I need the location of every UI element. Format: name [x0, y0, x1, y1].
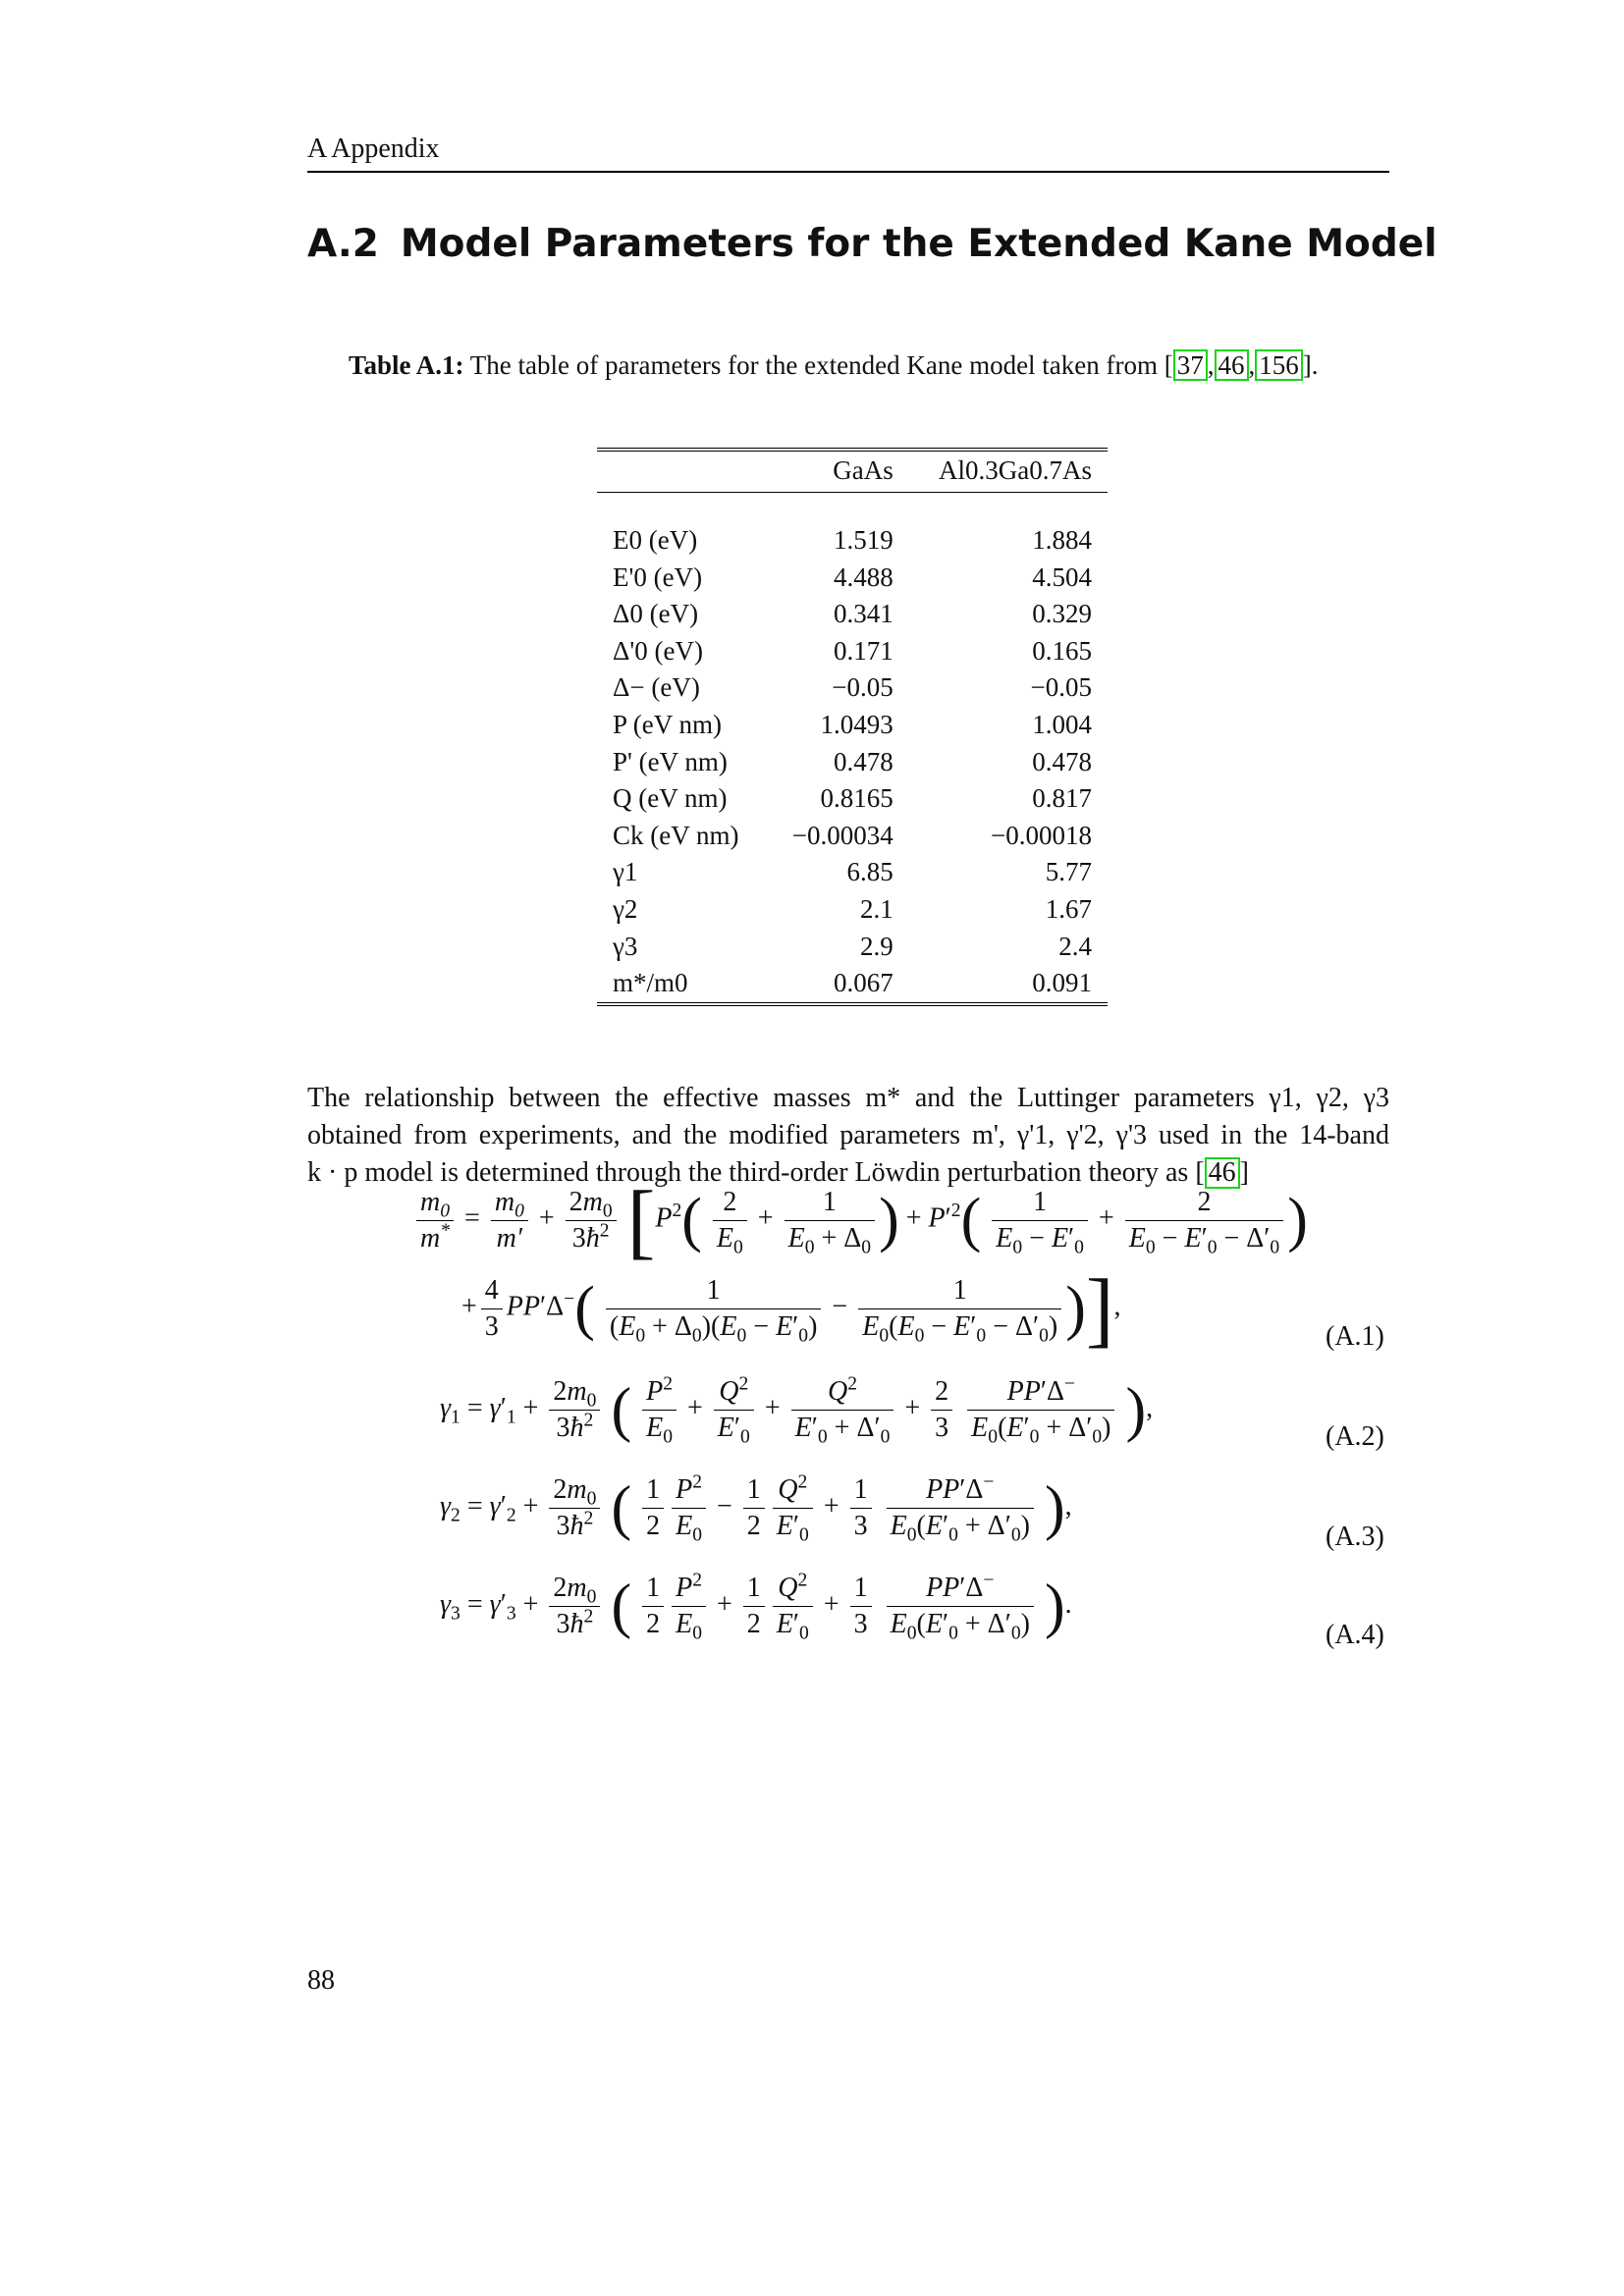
- table-row: [597, 929, 1108, 966]
- value-cell: 1.67: [1045, 893, 1092, 924]
- table-row: [597, 744, 1108, 781]
- caption-open-bracket: [: [1164, 350, 1173, 380]
- equation-number: (A.2): [1326, 1421, 1384, 1452]
- parameter-name-cell: P (eV nm): [613, 709, 722, 739]
- table-row: [597, 891, 1108, 929]
- paragraph-line: The relationship between the effective masses m* and the Luttinger parameters γ1, γ2, γ3: [307, 1083, 1389, 1113]
- parameter-name-cell: γ1: [613, 857, 638, 887]
- table-row: [597, 596, 1108, 633]
- running-head: A Appendix: [307, 133, 1389, 173]
- value-cell: 0.067: [834, 968, 893, 998]
- table-row: [597, 965, 1108, 1004]
- caption-text: The table of parameters for the extended Kane model taken from: [463, 350, 1164, 380]
- citation-link[interactable]: 37: [1173, 349, 1208, 381]
- value-cell: 0.171: [834, 635, 893, 666]
- equation-number: (A.1): [1326, 1321, 1384, 1352]
- value-cell: 1.884: [1032, 525, 1092, 555]
- section-title-text: Model Parameters for the Extended Kane Model: [400, 222, 1437, 266]
- citation-link[interactable]: 46: [1205, 1157, 1240, 1189]
- table-body: [597, 493, 1108, 1004]
- value-cell: 4.488: [834, 561, 893, 592]
- value-cell: 0.341: [834, 599, 893, 629]
- column-header: Al0.3Ga0.7As: [909, 450, 1108, 493]
- value-cell: 2.9: [860, 931, 893, 961]
- table-header-row: [597, 450, 1108, 493]
- section-number: A.2: [307, 222, 379, 266]
- parameter-name-cell: Δ'0 (eV): [613, 635, 703, 666]
- caption-close: ].: [1302, 350, 1319, 380]
- equation-a4: $\gamma_3 = \gamma'_3$ + $\frac{2m_0}{3ħ^2}$ ( $\frac{1}{2}$ $\frac{P^2}{E_0}$ + $\frac{1}{2}$ $\frac{Q^2}{E'_0}$ + $\frac{1}{3}$ $\frac{PP'\Delta^-}{E_0(E'_0 + \Delta'_0)}$ ).: [440, 1570, 1072, 1644]
- table-row: [597, 669, 1108, 707]
- value-cell: 0.478: [1032, 746, 1092, 776]
- table-row: [597, 560, 1108, 597]
- paragraph-line: k · p model is determined through the third-order Löwdin perturbation theory as [ 46 ]: [307, 1157, 1249, 1188]
- parameter-name-cell: P' (eV nm): [613, 746, 728, 776]
- value-cell: 1.004: [1032, 709, 1092, 739]
- caption-label: Table A.1:: [349, 350, 464, 380]
- equation-a1-line1: $\frac{m_0}{m^*}$ = $\frac{m_0}{m'}$ + $\frac{2m_0}{3ħ^2}$ [$P^2$( $\frac{2}{E_0}$ + $\frac{1}{E_0 + \Delta_0}$ ) + $P'^2$( $\frac{1}{E_0 - E'_0}$ + $\frac{2}{E_0 - E'_0 - \Delta'_0}$ ): [412, 1178, 1308, 1262]
- parameter-name-cell: E0 (eV): [613, 525, 698, 555]
- parameter-name-cell: Δ− (eV): [613, 672, 700, 703]
- parameter-name-cell: Δ0 (eV): [613, 599, 699, 629]
- value-cell: 1.0493: [820, 709, 893, 739]
- value-cell: −0.05: [832, 672, 893, 703]
- table-row: [597, 633, 1108, 670]
- table-row: [597, 854, 1108, 891]
- value-cell: 0.165: [1032, 635, 1092, 666]
- value-cell: 5.77: [1045, 857, 1092, 887]
- equation-a2: $\gamma_1 = \gamma'_1$ + $\frac{2m_0}{3ħ^2}$ ( $\frac{P^2}{E_0}$ + $\frac{Q^2}{E'_0}$ + $\frac{Q^2}{E'_0 + \Delta'_0}$ + $\frac{2}{3}$ $\frac{PP'\Delta^-}{E_0(E'_0 + \Delta'_0)}$ ),: [440, 1373, 1154, 1448]
- parameter-name-cell: m*/m0: [613, 968, 688, 998]
- page-number: 88: [307, 1965, 335, 1996]
- citation-link[interactable]: 46: [1215, 349, 1249, 381]
- value-cell: 0.478: [834, 746, 893, 776]
- equation-number: (A.3): [1326, 1522, 1384, 1552]
- parameter-name-cell: E'0 (eV): [613, 561, 703, 592]
- table-row: [597, 818, 1108, 855]
- table-caption: Table A.1: The table of parameters for the extended Kane model taken from [ 37 , 46 , 156 ].: [349, 350, 1319, 380]
- value-cell: 1.519: [834, 525, 893, 555]
- value-cell: 6.85: [846, 857, 893, 887]
- parameter-name-cell: Q (eV nm): [613, 783, 728, 814]
- value-cell: −0.05: [1030, 672, 1092, 703]
- paragraph-line: obtained from experiments, and the modified parameters m', γ'1, γ'2, γ'3 used in the 14-band: [307, 1120, 1389, 1150]
- table-row: [597, 780, 1108, 818]
- value-cell: 2.1: [860, 893, 893, 924]
- section-title: [307, 222, 1437, 266]
- equation-a1-line2: + $\frac{4}{3}$ PP′Δ−( $\frac{1}{(E_0 + \Delta_0)(E_0 - E'_0)}$ − $\frac{1}{E_0(E_0 - E'_0 - \Delta'_0)}$ )],: [461, 1261, 1121, 1356]
- value-cell: 2.4: [1058, 931, 1092, 961]
- value-cell: 0.817: [1032, 783, 1092, 814]
- equation-number: (A.4): [1326, 1620, 1384, 1650]
- table-row: [597, 707, 1108, 744]
- value-cell: −0.00018: [991, 820, 1092, 850]
- citation-link[interactable]: 156: [1255, 349, 1303, 381]
- equation-a3: $\gamma_2 = \gamma'_2$ + $\frac{2m_0}{3ħ^2}$ ( $\frac{1}{2}$ $\frac{P^2}{E_0}$ − $\frac{1}{2}$ $\frac{Q^2}{E'_0}$ + $\frac{1}{3}$ $\frac{PP'\Delta^-}{E_0(E'_0 + \Delta'_0)}$ ),: [440, 1471, 1072, 1546]
- column-header: [597, 450, 767, 493]
- body-paragraph: [307, 1080, 1389, 1192]
- value-cell: 0.091: [1032, 968, 1092, 998]
- table-row: [597, 522, 1108, 560]
- parameter-name-cell: Ck (eV nm): [613, 820, 739, 850]
- value-cell: 4.504: [1032, 561, 1092, 592]
- value-cell: 0.329: [1032, 599, 1092, 629]
- parameter-name-cell: γ3: [613, 931, 638, 961]
- parameter-name-cell: γ2: [613, 893, 638, 924]
- value-cell: −0.00034: [791, 820, 893, 850]
- column-header: GaAs: [767, 450, 909, 493]
- parameter-table: [597, 448, 1108, 1006]
- value-cell: 0.8165: [820, 783, 893, 814]
